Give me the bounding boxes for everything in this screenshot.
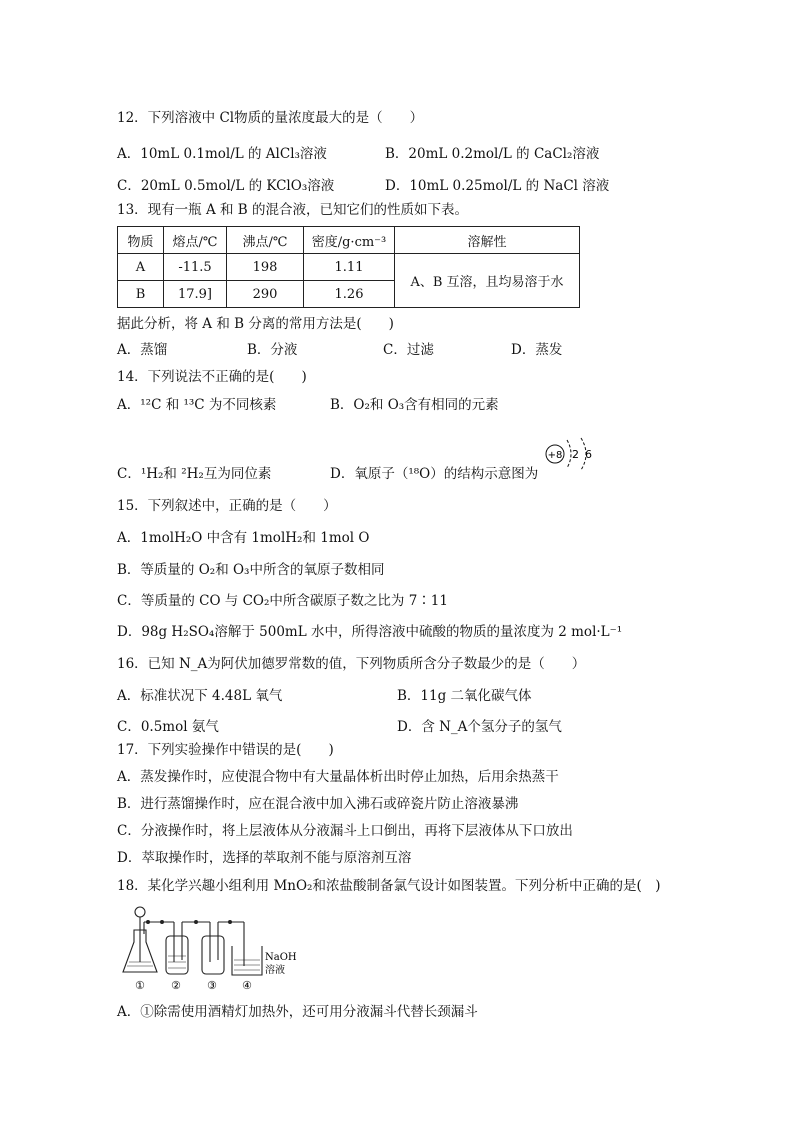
- table-cell-solubility: A、B 互溶，且均易溶于水: [395, 254, 580, 308]
- q14-option-d: D．氧原子（¹⁸O）的结构示意图为: [330, 466, 539, 482]
- q12-option-d: D．10mL 0.25mol/L 的 NaCl 溶液: [385, 178, 610, 194]
- properties-table: [117, 226, 580, 308]
- tube-connector: [228, 920, 232, 924]
- q12-stem: 12．下列溶液中 Cl物质的量浓度最大的是（ ）: [117, 110, 424, 126]
- q17-option-c: C．分液操作时，将上层液体从分液漏斗上口倒出，再将下层液体从下口放出: [117, 823, 573, 839]
- q13-option-c: C．过滤: [383, 342, 434, 358]
- q15-option-b: B．等质量的 O₂和 O₃中所含的氧原子数相同: [117, 562, 385, 578]
- reagent-label: 溶液: [265, 965, 285, 976]
- q12-option-b: B．20mL 0.2mol/L 的 CaCl₂溶液: [385, 146, 600, 162]
- table-header: 溶解性: [395, 227, 580, 254]
- tube-connector: [194, 920, 198, 924]
- q12-option-a: A．10mL 0.1mol/L 的 AlCl₃溶液: [117, 146, 327, 162]
- table-header: 熔点/℃: [164, 227, 227, 254]
- shell2-electrons: 6: [585, 448, 592, 461]
- table-cell: B: [118, 281, 164, 308]
- beaker-4: [232, 946, 262, 975]
- q13-option-d: D．蒸发: [511, 342, 563, 358]
- apparatus-label: ③: [207, 979, 217, 992]
- q16-option-a: A．标准状况下 4.48L 氧气: [117, 688, 283, 704]
- q15-stem: 15．下列叙述中，正确的是（ ）: [117, 498, 337, 514]
- funnel-bulb: [135, 907, 145, 917]
- tube-connector: [160, 920, 164, 924]
- apparatus-label: ④: [242, 979, 252, 992]
- table-header: 物质: [118, 227, 164, 254]
- electron-shell-arc: [567, 440, 571, 468]
- q18-option-a: A．①除需使用酒精灯加热外，还可用分液漏斗代替长颈漏斗: [117, 1004, 478, 1020]
- nucleus-charge: +8: [547, 450, 563, 461]
- apparatus-label: ②: [171, 979, 181, 992]
- atomic-structure-diagram: [542, 436, 596, 476]
- q16-option-c: C．0.5mol 氨气: [117, 719, 219, 735]
- q13-option-a: A．蒸馏: [117, 342, 168, 358]
- q13-question: 据此分析，将 A 和 B 分离的常用方法是( ): [117, 316, 394, 332]
- q16-option-b: B．11g 二氧化碳气体: [397, 688, 532, 704]
- q17-stem: 17．下列实验操作中错误的是( ): [117, 742, 334, 758]
- q14-option-a: A．¹²C 和 ¹³C 为不同核素: [117, 397, 277, 413]
- table-cell: 198: [227, 254, 304, 281]
- table-header: 沸点/℃: [227, 227, 304, 254]
- table-cell: 1.11: [304, 254, 395, 281]
- q15-option-a: A．1molH₂O 中含有 1molH₂和 1mol O: [117, 530, 370, 546]
- table-cell: 17.9]: [164, 281, 227, 308]
- tube-connector: [146, 920, 150, 924]
- table-cell: A: [118, 254, 164, 281]
- bottle-3: [202, 936, 224, 974]
- q16-stem: 16．已知 N_A为阿伏加德罗常数的值，下列物质所含分子数最少的是（ ）: [117, 656, 586, 672]
- table-header-row: [118, 227, 580, 254]
- q15-option-d: D．98g H₂SO₄溶解于 500mL 水中，所得溶液中硫酸的物质的量浓度为 2 mol·L⁻¹: [117, 624, 623, 640]
- shell1-electrons: 2: [572, 448, 579, 461]
- reagent-label: NaOH: [265, 952, 297, 963]
- q13-stem: 13．现有一瓶 A 和 B 的混合液，已知它们的性质如下表。: [117, 202, 469, 218]
- q14-option-b: B．O₂和 O₃含有相同的元素: [330, 397, 499, 413]
- q17-option-b: B．进行蒸馏操作时，应在混合液中加入沸石或碎瓷片防止溶液暴沸: [117, 796, 519, 812]
- q13-option-b: B．分液: [247, 342, 298, 358]
- q15-option-c: C．等质量的 CO 与 CO₂中所含碳原子数之比为 7∶11: [117, 593, 448, 609]
- q12-option-c: C．20mL 0.5mol/L 的 KClO₃溶液: [117, 178, 335, 194]
- table-cell: -11.5: [164, 254, 227, 281]
- q17-option-a: A．蒸发操作时，应使混合物中有大量晶体析出时停止加热，后用余热蒸干: [117, 769, 559, 785]
- q16-option-d: D．含 N_A个氢分子的氢气: [397, 719, 562, 735]
- table-cell: 1.26: [304, 281, 395, 308]
- apparatus-label: ①: [135, 979, 145, 992]
- q14-stem: 14．下列说法不正确的是( ): [117, 369, 307, 385]
- table-header: 密度/g·cm⁻³: [304, 227, 395, 254]
- table-cell: 290: [227, 281, 304, 308]
- chlorine-apparatus-diagram: [118, 900, 308, 992]
- q17-option-d: D．萃取操作时，选择的萃取剂不能与原溶剂互溶: [117, 850, 412, 866]
- q14-option-c: C．¹H₂和 ²H₂互为同位素: [117, 466, 272, 482]
- table-row: [118, 254, 580, 281]
- q18-stem: 18．某化学兴趣小组利用 MnO₂和浓盐酸制备氯气设计如图装置。下列分析中正确的是( ): [117, 878, 661, 894]
